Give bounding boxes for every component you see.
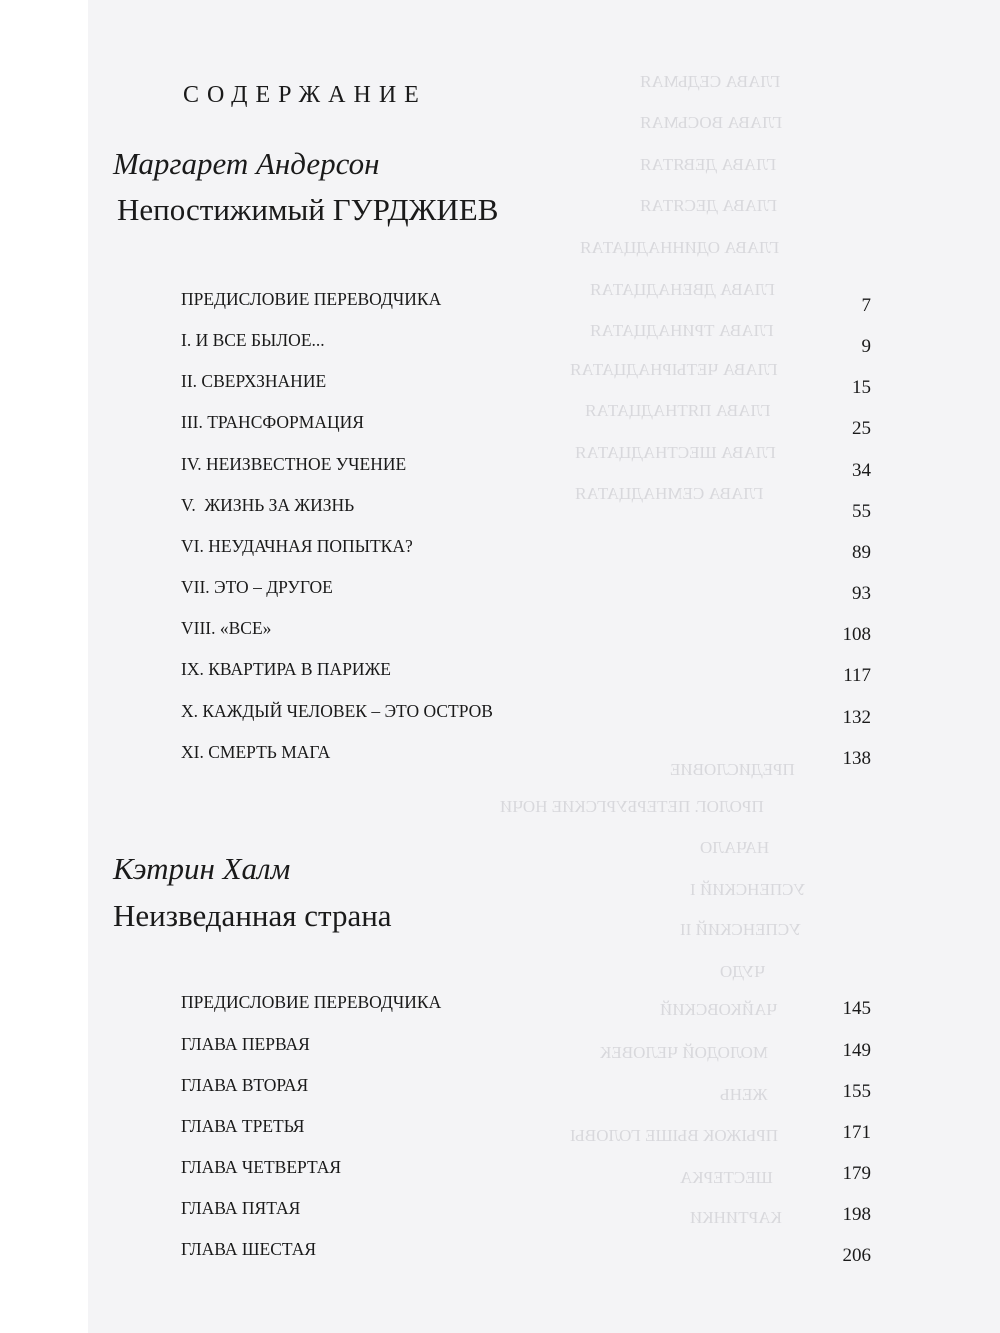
entry-label: I. И ВСЕ БЫЛОЕ...	[181, 330, 325, 350]
entry-page-number: 206	[842, 1245, 871, 1266]
entry-page-number: 198	[842, 1204, 871, 1225]
entry-page-number: 117	[843, 665, 871, 686]
entry-label: ГЛАВА ВТОРАЯ	[181, 1075, 309, 1095]
section-author: Маргарет Андерсон	[113, 146, 380, 181]
toc-entry[interactable]	[181, 659, 871, 685]
toc-entry[interactable]	[181, 618, 871, 644]
entry-label: ГЛАВА ТРЕТЬЯ	[181, 1116, 305, 1136]
entry-page-number: 34	[852, 460, 871, 481]
entry-label: II. СВЕРХЗНАНИЕ	[181, 371, 327, 391]
entry-label: III. ТРАНСФОРМАЦИЯ	[181, 412, 364, 432]
toc-entry[interactable]	[181, 1239, 871, 1265]
toc-entry[interactable]	[181, 495, 871, 521]
entry-label: ГЛАВА ПЯТАЯ	[181, 1198, 301, 1218]
toc-entry[interactable]	[181, 536, 871, 562]
entry-label: XI. СМЕРТЬ МАГА	[181, 742, 331, 762]
entry-page-number: 93	[852, 583, 871, 604]
entry-page-number: 9	[861, 336, 871, 357]
toc-entry[interactable]	[181, 992, 871, 1018]
toc-entry[interactable]	[181, 701, 871, 727]
entry-label: ГЛАВА ШЕСТАЯ	[181, 1239, 317, 1259]
entry-label: VII. ЭТО – ДРУГОЕ	[181, 577, 333, 597]
toc-entry[interactable]	[181, 412, 871, 438]
entry-label: VIII. «ВСЕ»	[181, 618, 272, 638]
entry-page-number: 15	[852, 377, 871, 398]
entry-label: ГЛАВА ЧЕТВЕРТАЯ	[181, 1157, 342, 1177]
entry-label: X. КАЖДЫЙ ЧЕЛОВЕК – ЭТО ОСТРОВ	[181, 701, 493, 721]
toc-entry[interactable]	[181, 1198, 871, 1224]
toc-entry[interactable]	[181, 371, 871, 397]
entry-label: V. ЖИЗНЬ ЗА ЖИЗНЬ	[181, 495, 355, 515]
entry-page-number: 7	[861, 295, 871, 316]
entry-page-number: 155	[842, 1081, 871, 1102]
entry-page-number: 171	[842, 1122, 871, 1143]
entry-page-number: 179	[842, 1163, 871, 1184]
section-author: Кэтрин Халм	[113, 851, 291, 886]
entry-page-number: 138	[842, 748, 871, 769]
toc-entry[interactable]	[181, 330, 871, 356]
toc-entry[interactable]	[181, 577, 871, 603]
section-title: Непостижимый ГУРДЖИЕВ	[117, 192, 499, 227]
entry-label: IX. КВАРТИРА В ПАРИЖЕ	[181, 659, 391, 679]
toc-entry[interactable]	[181, 1034, 871, 1060]
toc-entry[interactable]	[181, 1157, 871, 1183]
entry-page-number: 149	[842, 1040, 871, 1061]
entry-page-number: 55	[852, 501, 871, 522]
entry-label: ПРЕДИСЛОВИЕ ПЕРЕВОДЧИКА	[181, 992, 442, 1012]
toc-heading: СОДЕРЖАНИЕ	[183, 82, 427, 108]
entry-page-number: 132	[842, 707, 871, 728]
entry-label: ГЛАВА ПЕРВАЯ	[181, 1034, 310, 1054]
toc-entry[interactable]	[181, 1075, 871, 1101]
entry-label: VI. НЕУДАЧНАЯ ПОПЫТКА?	[181, 536, 413, 556]
entry-page-number: 25	[852, 418, 871, 439]
entry-page-number: 145	[842, 998, 871, 1019]
entry-page-number: 108	[842, 624, 871, 645]
entry-label: ПРЕДИСЛОВИЕ ПЕРЕВОДЧИКА	[181, 289, 442, 309]
toc-entry[interactable]	[181, 454, 871, 480]
toc-entry[interactable]	[181, 289, 871, 315]
entry-page-number: 89	[852, 542, 871, 563]
toc-entry[interactable]	[181, 1116, 871, 1142]
entry-label: IV. НЕИЗВЕСТНОЕ УЧЕНИЕ	[181, 454, 407, 474]
toc-entry[interactable]	[181, 742, 871, 768]
section-title: Неизведанная страна	[113, 898, 392, 933]
